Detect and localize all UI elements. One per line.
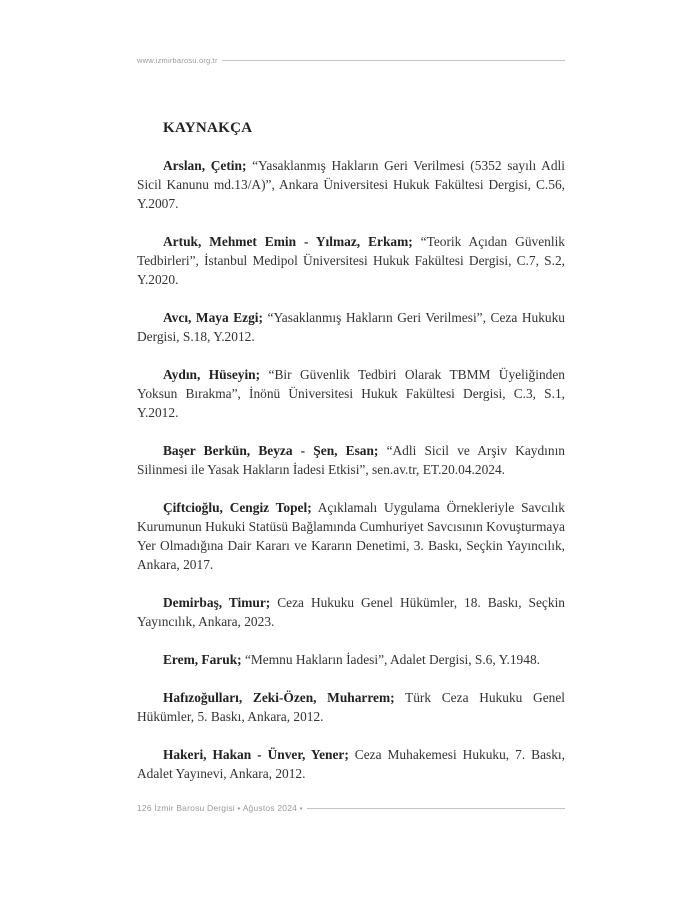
reference-item — [137, 232, 565, 289]
footer-rule — [307, 808, 565, 809]
reference-author: Arslan, Çetin; — [163, 158, 247, 173]
reference-item — [137, 308, 565, 346]
header-rule — [222, 60, 565, 61]
footer-text: 126 İzmir Barosu Dergisi • Ağustos 2024 • — [137, 803, 303, 813]
reference-item — [137, 441, 565, 479]
reference-author: Demirbaş, Timur; — [163, 595, 271, 610]
reference-text: Türk Ceza Hukuku Genel Hükümler, 5. Baskı, Ankara, 2012. — [137, 690, 565, 724]
reference-author: Hafızoğulları, Zeki-Özen, Muharrem; — [163, 690, 395, 705]
reference-text: Açıklamalı Uygulama Örnekleriyle Savcılık Kurumunun Hukuki Statüsü Bağlamında Cumhuriyet Savcısının Kovuşturmaya Yer Olmadığına Dair Kararı ve Kararın Denetimi, 3. Baskı, Seçkin Yayıncılık, Ankara, 2017. — [137, 500, 565, 572]
reference-text: Ceza Muhakemesi Hukuku, 7. Baskı, Adalet Yayınevi, Ankara, 2012. — [137, 747, 565, 781]
reference-item — [137, 365, 565, 422]
reference-text: “Bir Güvenlik Tedbiri Olarak TBMM Üyeliğinden Yoksun Bırakma”, İnönü Üniversitesi Hukuk Fakültesi Dergisi, C.3, S.1, Y.2012. — [137, 367, 565, 420]
reference-text: “Yasaklanmış Hakların Geri Verilmesi”, Ceza Hukuku Dergisi, S.18, Y.2012. — [137, 310, 565, 344]
reference-author: Hakeri, Hakan - Ünver, Yener; — [163, 747, 349, 762]
reference-author: Artuk, Mehmet Emin - Yılmaz, Erkam; — [163, 234, 413, 249]
reference-item — [137, 498, 565, 574]
section-title: KAYNAKÇA — [163, 120, 253, 136]
reference-author: Avcı, Maya Ezgi; — [163, 310, 263, 325]
reference-author: Çiftcioğlu, Cengiz Topel; — [163, 500, 312, 515]
reference-item — [137, 593, 565, 631]
reference-author: Erem, Faruk; — [163, 652, 242, 667]
page-footer — [137, 801, 565, 815]
reference-text: “Memnu Hakların İadesi”, Adalet Dergisi, S.6, Y.1948. — [241, 652, 540, 667]
header-url: www.izmirbarosu.org.tr — [137, 55, 218, 65]
reference-text: “Adli Sicil ve Arşiv Kaydının Silinmesi ile Yasak Hakların İadesi Etkisi”, sen.av.tr, ET.20.04.2024. — [137, 443, 566, 477]
reference-text: “Yasaklanmış Hakların Geri Verilmesi (5352 sayılı Adli Sicil Kanunu md.13/A)”, Ankara Üniversitesi Hukuk Fakültesi Dergisi, C.56, Y.2007. — [137, 158, 565, 211]
reference-list — [137, 156, 565, 802]
reference-item — [137, 688, 565, 726]
reference-item — [137, 650, 565, 669]
reference-item — [137, 156, 565, 213]
page-header — [137, 53, 565, 67]
reference-text: “Teorik Açıdan Güvenlik Tedbirleri”, İstanbul Medipol Üniversitesi Hukuk Fakültesi Dergisi, C.7, S.2, Y.2020. — [137, 234, 565, 287]
reference-author: Başer Berkün, Beyza - Şen, Esan; — [163, 443, 379, 458]
reference-author: Aydın, Hüseyin; — [163, 367, 261, 382]
reference-item — [137, 745, 565, 783]
reference-text: Ceza Hukuku Genel Hükümler, 18. Baskı, Seçkin Yayıncılık, Ankara, 2023. — [137, 595, 565, 629]
